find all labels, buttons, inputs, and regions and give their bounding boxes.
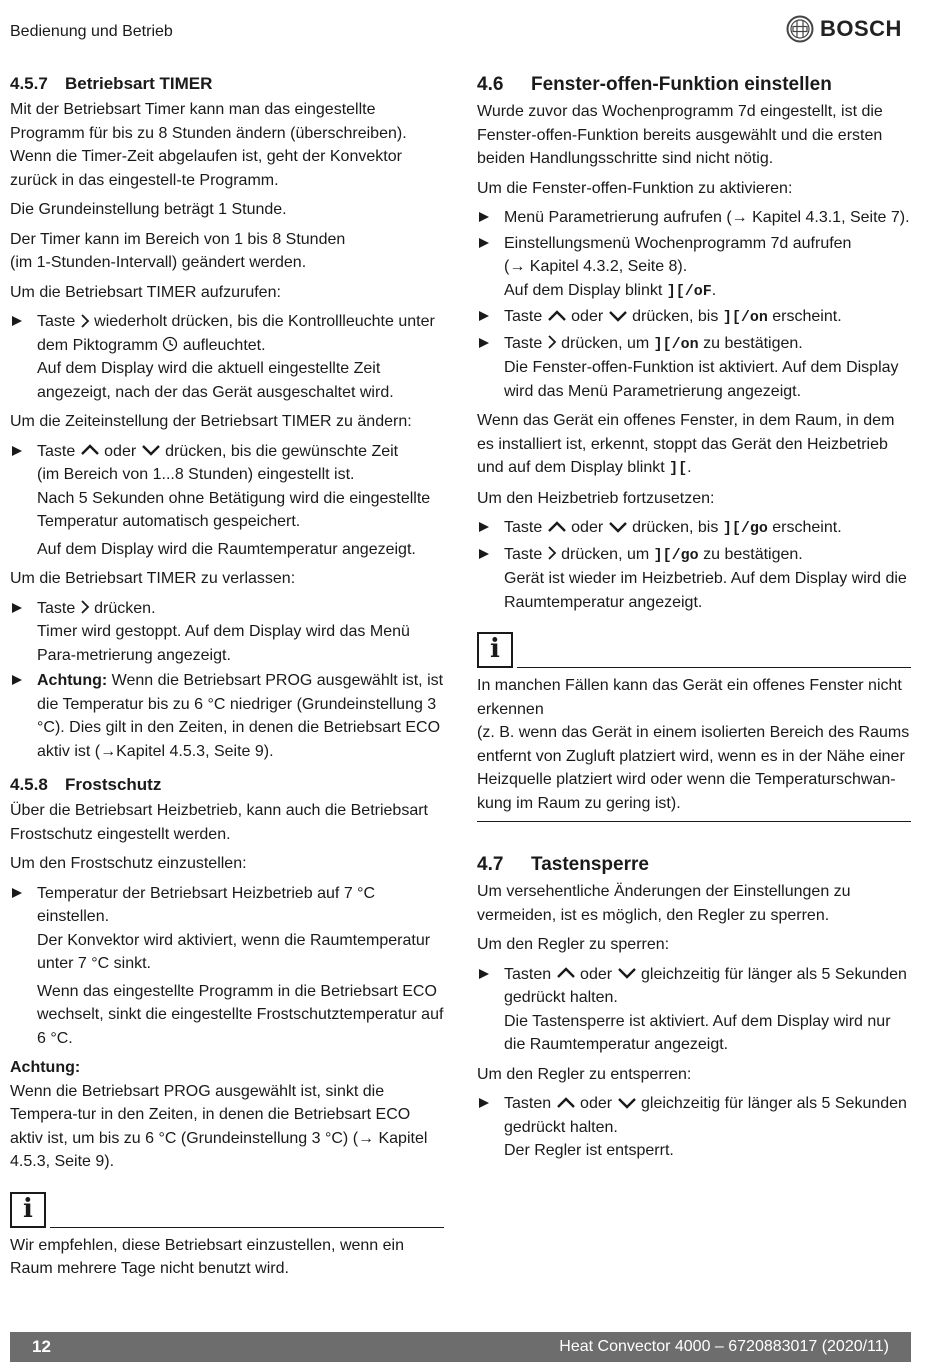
section-heading-4-5-8 (10, 773, 444, 797)
info-note (10, 1188, 444, 1287)
list-item: Menü Parametrierung aufrufen (→ Kapitel 4.3.1, Seite 7). (477, 206, 911, 230)
text: Auf dem Display wird die aktuell eingestellte Zeit angezeigt, nach der das Gerät ausgeschaltet wird. (37, 360, 394, 401)
text: Einstellungsmenü Wochenprogramm 7d aufrufen (504, 234, 852, 252)
text: drücken, bis (632, 519, 719, 536)
paragraph: Um den Heizbetrieb fortzusetzen: (477, 489, 715, 507)
text: gleichzeitig für länger als 5 Sekunden gedrückt halten. (504, 965, 907, 1006)
text: Timer wird gestoppt. Auf dem Display wird das Menü Para-metrierung angezeigt. (37, 623, 410, 664)
info-note (477, 628, 911, 822)
brand-logo (786, 15, 902, 43)
step-list (477, 206, 911, 403)
text: Wenn das eingestellte Programm in die Betriebsart ECO wechselt, sinkt die eingestellte Frostschutztemperatur auf 6 °C. (37, 982, 444, 1047)
text: oder (580, 1095, 613, 1112)
text: Tasten (504, 965, 552, 983)
text: wiederholt drücken, bis die Kontrollleuchte unter dem Piktogramm (37, 313, 435, 354)
warning-heading: Achtung: (10, 1059, 81, 1076)
chevron-down-icon (617, 1097, 637, 1109)
text: Taste (504, 334, 543, 352)
chevron-up-icon (556, 1097, 576, 1109)
text: oder (571, 519, 604, 536)
paragraph: Um die Fenster-offen-Funktion zu aktivieren: (477, 179, 793, 197)
text: erscheint. (772, 519, 842, 536)
chevron-down-icon (608, 521, 628, 533)
list-item (10, 440, 444, 562)
text: zu bestätigen. (703, 334, 803, 352)
bosch-armature-icon (786, 15, 814, 43)
text: zu bestätigen. (703, 545, 803, 563)
text: Temperatur der Betriebsart Heizbetrieb auf 7 °C einstellen. (37, 884, 376, 925)
left-column (10, 72, 444, 1287)
text: Taste (504, 519, 543, 536)
warning-label: Achtung: (37, 672, 108, 689)
section-number: 4.5.7 (10, 74, 48, 93)
text: (→ Kapitel 4.3.2, Seite 8). (504, 258, 688, 275)
text: drücken, bis die gewünschte Zeit (165, 442, 399, 460)
text: erscheint. (772, 308, 842, 325)
paragraph: Um die Betriebsart TIMER aufzurufen: (10, 283, 281, 301)
chevron-right-icon (547, 334, 557, 350)
right-column (477, 72, 911, 1169)
list-item (477, 1092, 911, 1163)
text: Taste (37, 442, 76, 460)
paragraph (10, 228, 444, 275)
list-item (477, 305, 911, 330)
step-list (477, 516, 911, 614)
paragraph: Wurde zuvor das Wochenprogramm 7d eingestellt, ist die Fenster-offen-Funktion bereits ausgewählt und die ersten beiden Handlungsschritte sind nicht nötig. (477, 103, 883, 167)
section-number: 4.6 (477, 74, 504, 95)
text: In manchen Fällen kann das Gerät ein offenes Fenster nicht erkennen (477, 677, 902, 718)
list-item (477, 543, 911, 615)
text-line: (im 1-Stunden-Intervall) geändert werden. (10, 254, 307, 271)
step-list (10, 310, 444, 404)
header-section-title: Bedienung und Betrieb (10, 23, 173, 40)
text: Kapitel 4.5.3, Seite 9). (116, 742, 274, 760)
step-list (477, 963, 911, 1057)
page-footer (10, 1332, 911, 1362)
section-number: 4.5.8 (10, 775, 48, 794)
section-heading-4-7 (477, 852, 911, 878)
text: (z. B. wenn das Gerät in einem isolierten Bereich des Raums entfernt von Zugluft platziert wird, wenn es in der Nähe einer Heizquelle platziert wird oder wenn die Temperaturschwan-kung im Raum zu gering ist). (477, 724, 910, 812)
chevron-down-icon (141, 444, 161, 456)
paragraph: Um die Betriebsart TIMER zu verlassen: (10, 570, 296, 587)
list-item (477, 516, 911, 541)
chevron-down-icon (608, 310, 628, 322)
info-icon: i (477, 632, 513, 668)
text: Gerät ist wieder im Heizbetrieb. Auf dem Display wird die Raumtemperatur angezeigt. (504, 570, 907, 611)
note-text: Wir empfehlen, diese Betriebsart einzustellen, wenn ein Raum mehrere Tage nicht benutzt wird. (10, 1236, 404, 1277)
chevron-right-icon (80, 599, 90, 615)
text: . (687, 459, 692, 476)
divider (517, 666, 911, 668)
display-code: ][/go (722, 520, 768, 537)
paragraph: Um den Regler zu sperren: (477, 936, 670, 953)
list-item (477, 332, 911, 404)
step-list (10, 882, 444, 1051)
list-item (10, 669, 444, 763)
list-item (477, 232, 911, 304)
text: Die Fenster-offen-Funktion ist aktiviert. Auf dem Display wird das Menü Parametrierung angezeigt. (504, 359, 899, 400)
text: drücken. (94, 599, 156, 617)
text: oder (104, 442, 137, 460)
chevron-up-icon (547, 521, 567, 533)
display-code: ][/oF (666, 282, 712, 300)
paragraph (477, 409, 911, 481)
text: Taste (504, 545, 543, 563)
note-text (477, 674, 911, 822)
paragraph: Über die Betriebsart Heizbetrieb, kann auch die Betriebsart Frostschutz eingestellt werden. (10, 802, 428, 843)
text: Die Tastensperre ist aktiviert. Auf dem Display wird nur die Raumtemperatur angezeigt. (504, 1012, 891, 1053)
chevron-right-icon (80, 313, 90, 329)
text: Taste (37, 599, 76, 617)
text: gleichzeitig für länger als 5 Sekunden gedrückt halten. (504, 1095, 907, 1136)
text: Wenn das Gerät ein offenes Fenster, in dem Raum, in dem es installiert ist, erkennt, stoppt das Gerät den Heizbetrieb und auf dem Display blinkt (477, 412, 895, 476)
section-number: 4.7 (477, 854, 504, 875)
text: drücken, um (561, 334, 650, 352)
step-list (477, 1092, 911, 1163)
section-heading-4-5-7 (10, 72, 444, 96)
paragraph: Wenn die Betriebsart PROG ausgewählt ist, sinkt die Tempera-tur in den Zeiten, in denen die Betriebsart ECO aktiv ist, um bis zu 6 °C (Grundeinstellung 3 °C) (→ Kapitel 4.5.3, Seite 9). (10, 1082, 428, 1170)
paragraph: Die Grundeinstellung beträgt 1 Stunde. (10, 201, 287, 218)
chevron-up-icon (80, 444, 100, 456)
list-item (10, 310, 444, 404)
chevron-up-icon (547, 310, 567, 322)
display-code: ][/go (653, 546, 699, 564)
display-code: ][/on (653, 335, 699, 353)
list-item (10, 882, 444, 1051)
section-heading-4-6 (477, 72, 911, 98)
paragraph: Um den Regler zu entsperren: (477, 1065, 692, 1083)
step-list (10, 440, 444, 562)
chevron-up-icon (556, 967, 576, 979)
text: . (711, 281, 717, 299)
chevron-right-icon (547, 545, 557, 561)
text: Nach 5 Sekunden ohne Betätigung wird die eingestellte Temperatur automatisch gespeichert. (37, 489, 431, 530)
page-number: 12 (32, 1337, 51, 1357)
info-icon: i (10, 1192, 46, 1228)
divider (50, 1226, 444, 1228)
product-reference: Heat Convector 4000 – 6720883017 (2020/11) (559, 1338, 889, 1356)
text: drücken, bis (632, 308, 719, 325)
text: Der Regler ist entsperrt. (504, 1142, 674, 1159)
step-list (10, 597, 444, 764)
section-title: Tastensperre (531, 854, 649, 875)
paragraph: Um die Zeiteinstellung der Betriebsart TIMER zu ändern: (10, 413, 412, 430)
text: drücken, um (561, 545, 650, 563)
section-title: Frostschutz (65, 775, 162, 794)
list-item (477, 963, 911, 1057)
list-item (10, 597, 444, 668)
text: Taste (504, 308, 543, 325)
text: (im Bereich von 1...8 Stunden) eingestellt ist. (37, 466, 355, 483)
clock-icon (162, 336, 178, 352)
text-line: Der Timer kann im Bereich von 1 bis 8 Stunden (10, 230, 346, 248)
section-title: Betriebsart TIMER (65, 74, 213, 93)
text-line (504, 279, 911, 304)
chevron-down-icon (617, 967, 637, 979)
text: Tasten (504, 1095, 552, 1112)
display-code: ][/on (722, 309, 768, 326)
arrow-right-icon: → (100, 742, 117, 760)
text: Wenn die Betriebsart PROG ausgewählt ist, ist die Temperatur bis zu 6 °C niedriger (Grundeinstellung 3 °C). Dies gilt in den Zeiten, in denen die Betriebsart ECO aktiv ist ( (37, 672, 444, 760)
text: Auf dem Display blinkt (504, 281, 663, 299)
text: oder (580, 965, 613, 983)
display-code: ][ (669, 460, 688, 477)
text: aufleuchtet. (182, 336, 266, 354)
section-title: Fenster-offen-Funktion einstellen (531, 74, 832, 95)
text: oder (571, 308, 604, 325)
text: Taste (37, 313, 76, 330)
paragraph: Um versehentliche Änderungen der Einstellungen zu vermeiden, ist es möglich, den Regler zu sperren. (477, 883, 851, 924)
paragraph: Mit der Betriebsart Timer kann man das eingestellte Programm für bis zu 8 Stunden ändern (überschreiben). Wenn die Timer-Zeit abgelaufen ist, geht der Konvektor zurück in das eingestell-te Programm. (10, 101, 407, 189)
text: Auf dem Display wird die Raumtemperatur angezeigt. (37, 540, 416, 558)
text: Der Konvektor wird aktiviert, wenn die Raumtemperatur unter 7 °C sinkt. (37, 931, 431, 972)
paragraph: Um den Frostschutz einzustellen: (10, 855, 247, 872)
brand-name: BOSCH (820, 16, 902, 42)
